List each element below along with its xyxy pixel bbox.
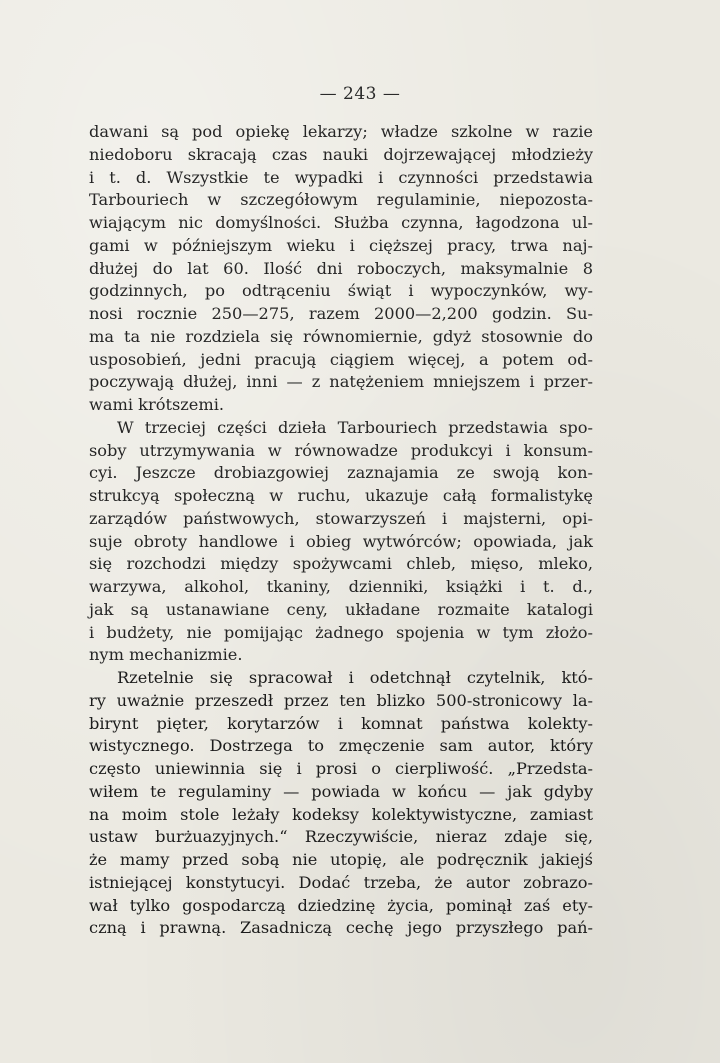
- text-line: birynt pięter, korytarzów i komnat państwa kolekty-: [89, 713, 593, 733]
- text-line: wał tylko gospodarczą dziedzinę życia, pominął zaś ety-: [89, 895, 593, 915]
- text-line: dłużej do lat 60. Ilość dni roboczych, maksymalnie 8: [89, 258, 593, 278]
- text-line: nosi rocznie 250—275, razem 2000—2,200 godzin. Su-: [89, 304, 593, 323]
- text-line: ma ta nie rozdziela się równomiernie, gdyż stosownie do: [89, 326, 593, 346]
- text-line: istniejącej konstytucyi. Dodać trzeba, że autor zobrazo-: [89, 872, 593, 892]
- text-line: poczywają dłużej, inni — z natężeniem mniejszem i przer-: [89, 372, 593, 392]
- text-line: i t. d. Wszystkie te wypadki i czynności przedstawia: [89, 167, 593, 187]
- text-line: dawani są pod opiekę lekarzy; władze szkolne w razie: [89, 122, 593, 141]
- text-line: strukcyą społeczną w ruchu, ukazuje całą formalistykę: [89, 486, 593, 505]
- text-line: W trzeciej części dzieła Tarbouriech przedstawia spo-: [117, 417, 593, 437]
- text-line: godzinnych, po odtrąceniu świąt i wypoczynków, wy-: [89, 281, 593, 301]
- text-line: że mamy przed sobą nie utopię, ale podręcznik jakiejś: [89, 850, 593, 869]
- text-line: cyi. Jeszcze drobiazgowiej zaznajamia ze swoją kon-: [89, 463, 593, 483]
- text-line: niedoboru skracają czas nauki dojrzewającej młodzieży: [89, 144, 593, 164]
- text-line: suje obroty handlowe i obieg wytwórców; opowiada, jak: [89, 531, 593, 551]
- text-line: nym mechanizmie.: [89, 645, 243, 665]
- text-line: się rozchodzi między spożywcami chleb, mięso, mleko,: [89, 554, 593, 574]
- text-line: jak są ustanawiane ceny, układane rozmaite katalogi: [89, 599, 593, 619]
- text-line: Rzetelnie się spracował i odetchnął czytelnik, któ-: [117, 668, 593, 687]
- body-text: [89, 121, 593, 940]
- text-line: zarządów państwowych, stowarzyszeń i majsterni, opi-: [89, 508, 593, 528]
- page-number: — 243 —: [319, 84, 401, 104]
- text-line: wiłem te regulaminy — powiada w końcu — jak gdyby: [89, 781, 593, 801]
- text-line: wiającym nic domyślności. Służba czynna, łagodzona ul-: [89, 213, 593, 232]
- text-line: wami krótszemi.: [89, 395, 225, 414]
- text-line: gami w późniejszym wieku i cięższej pracy, trwa naj-: [89, 235, 593, 255]
- text-line: wistycznego. Dostrzega to zmęczenie sam autor, który: [89, 736, 593, 756]
- text-line: soby utrzymywania w równowadze produkcyi i konsum-: [89, 440, 593, 460]
- text-line: usposobień, jedni pracują ciągiem więcej, a potem od-: [89, 349, 593, 369]
- text-line: ry uważnie przeszedł przez ten blizko 500-stronicowy la-: [89, 690, 593, 710]
- text-line: na moim stole leżały kodeksy kolektywistyczne, zamiast: [89, 804, 593, 824]
- text-line: ustaw burżuazyjnych.“ Rzeczywiście, nieraz zdaje się,: [89, 827, 593, 847]
- text-line: czną i prawną. Zasadniczą cechę jego przyszłego pań-: [89, 918, 593, 938]
- text-line: Tarbouriech w szczegółowym regulaminie, niepozosta-: [89, 190, 593, 210]
- text-line: i budżety, nie pomijając żadnego spojenia w tym złożo-: [89, 622, 593, 642]
- text-line: często uniewinnia się i prosi o cierpliwość. „Przedsta-: [89, 759, 593, 778]
- text-line: warzywa, alkohol, tkaniny, dzienniki, książki i t. d.,: [89, 577, 593, 596]
